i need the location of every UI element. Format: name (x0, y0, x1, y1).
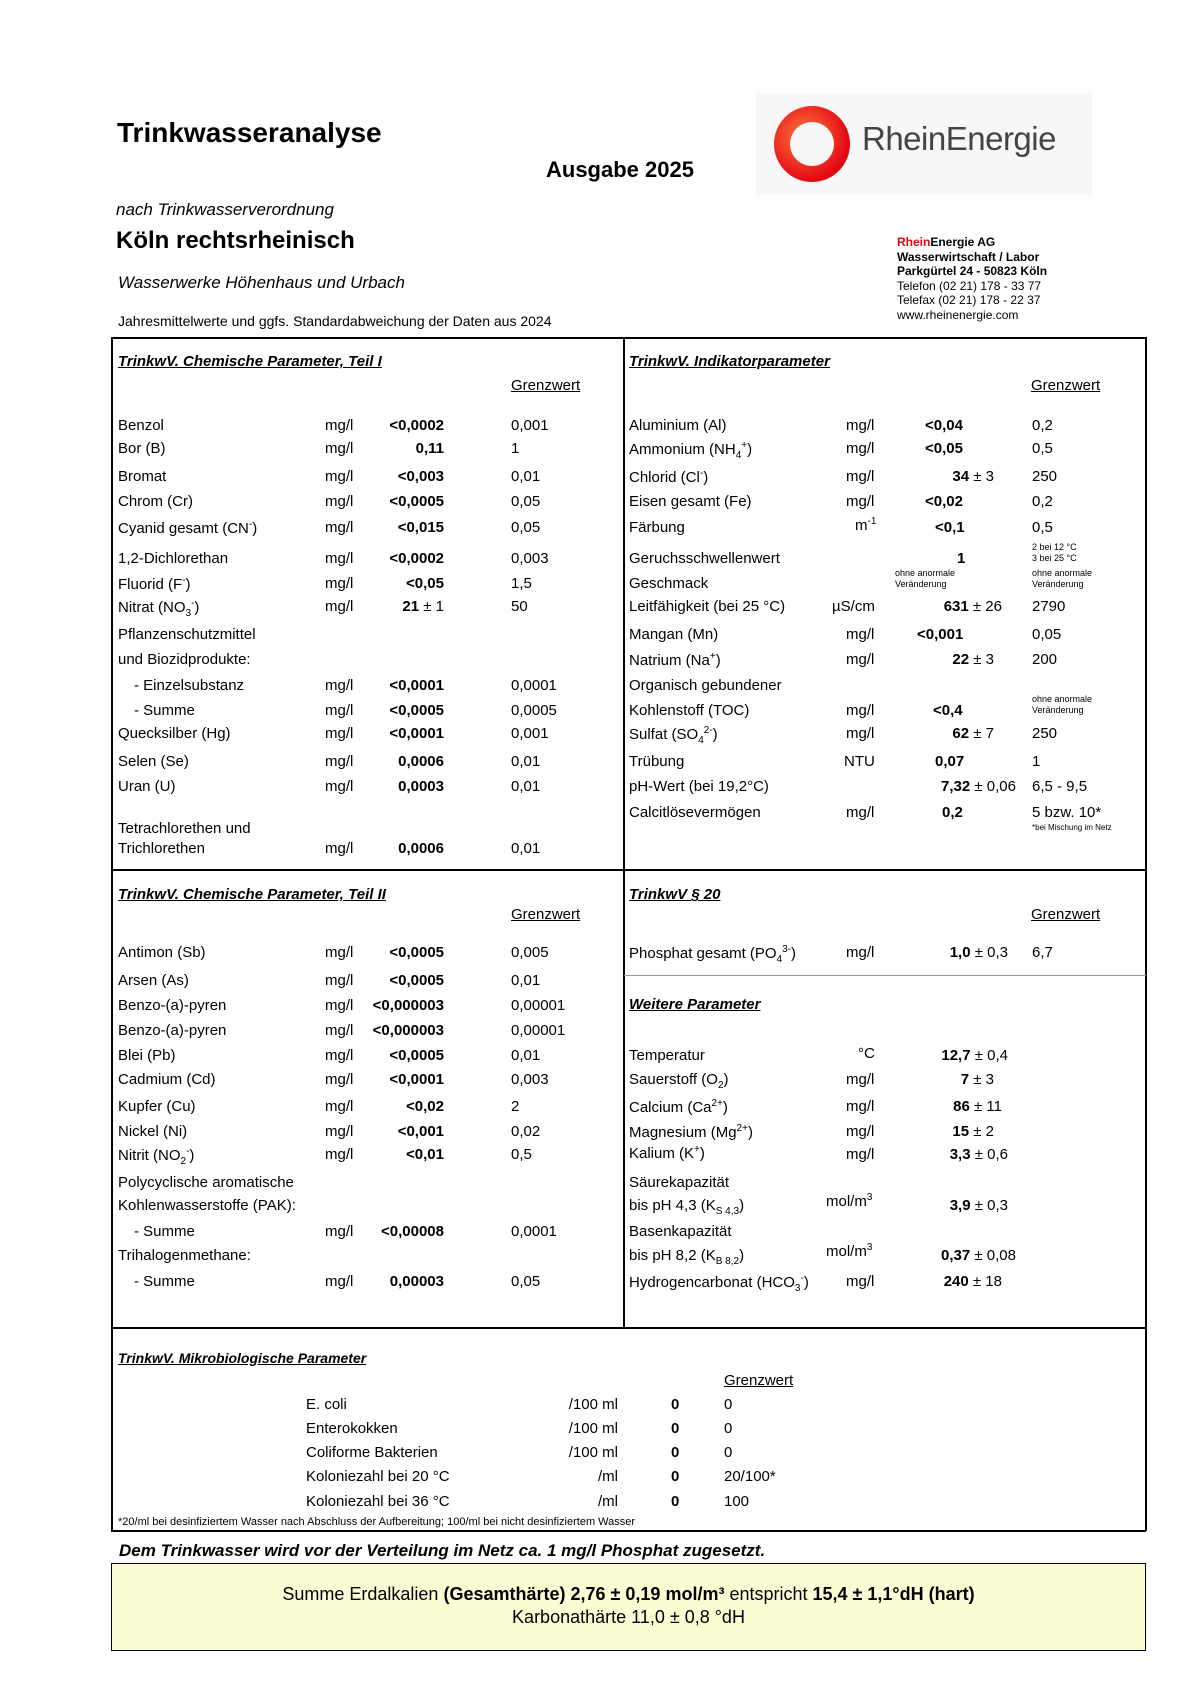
para20-limit: 6,7 (1032, 944, 1053, 961)
chem2-name: Benzo-(a)-pyren (118, 997, 227, 1014)
chem2-value: <0,001 (397, 1123, 444, 1140)
micro-unit: /100 ml (568, 1444, 618, 1461)
micro-name: Koloniezahl bei 36 °C (306, 1493, 450, 1510)
indicator-value: <0,02 (925, 493, 963, 510)
indicator-limit: 250 (1032, 468, 1058, 485)
regulation-label: nach Trinkwasserverordnung (116, 200, 334, 219)
chem2-value: <0,0005 (389, 972, 444, 989)
indicator-limit: 0,05 (1032, 626, 1062, 643)
plants-label: Wasserwerke Höhenhaus und Urbach (118, 273, 405, 292)
chem2-unit: mg/l (325, 997, 354, 1014)
page-title: Trinkwasseranalyse (117, 117, 382, 148)
micro-limit: 0 (724, 1396, 733, 1413)
indicator-unit: mg/l (846, 440, 875, 457)
chem1-value: <0,0002 (389, 550, 444, 567)
chem2-name: Nitrit $(NO_2^-)$ (118, 1146, 195, 1167)
chem1-limit: 50 (511, 598, 528, 615)
frame-h1 (111, 869, 1146, 871)
chem1-name: Uran (U) (118, 778, 176, 795)
chem2-value: <0,01 (406, 1146, 444, 1163)
chem1-name: - Summe (134, 702, 195, 719)
chem1-name: - Einzelsubstanz (134, 677, 245, 694)
further-value: 240 ± 18 (943, 1273, 1002, 1290)
indicator-limit: 1 (1032, 753, 1041, 770)
further-value: 3,3 ± 0,6 (949, 1146, 1008, 1163)
chem1-name: Pflanzenschutzmittel (118, 626, 256, 643)
indicator-name: Trübung (629, 753, 685, 770)
further-name: bis pH 8,2 $(K_{B 8,2})$ (629, 1247, 745, 1267)
hardness-summary-box (111, 1563, 1146, 1651)
chem2-value: <0,000003 (372, 1022, 444, 1039)
chem2-value: 0,00003 (389, 1273, 444, 1290)
micro-limit: 20/100* (724, 1468, 776, 1485)
micro-value: 0 (671, 1420, 680, 1437)
further-name: Säurekapazität (629, 1174, 730, 1191)
chem1-name: Tetrachlorethen und (118, 820, 251, 837)
indicator-limit: 250 (1032, 725, 1058, 742)
chem2-limit: 0,003 (511, 1071, 549, 1088)
chem1-grenzwert-header: Grenzwert (511, 377, 581, 394)
chem1-name: Trichlorethen (118, 840, 205, 857)
chem1-limit: 0,001 (511, 417, 549, 434)
chem2-name: - Summe (134, 1223, 195, 1240)
company-name-red: Rhein (897, 235, 931, 249)
indicator-value: 7,32 ± 0,06 (941, 778, 1016, 795)
chem2-value: <0,02 (406, 1098, 444, 1115)
micro-unit: /ml (598, 1493, 618, 1510)
chem1-value: 0,11 (415, 440, 444, 457)
micro-footnote: *20/ml bei desinfiziertem Wasser nach Abschluss der Aufbereitung; 100/ml bei nicht desinfiziertem Wasser (118, 1516, 636, 1528)
frame-h3 (111, 1327, 1146, 1329)
indicator-value: <0,04 (925, 417, 963, 434)
chem2-name: Cadmium (Cd) (118, 1071, 216, 1088)
indicator-value: 34 ± 3 (952, 468, 994, 485)
chem1-value: 0,0006 (398, 840, 444, 857)
chem2-unit: mg/l (325, 1022, 354, 1039)
micro-limit: 0 (724, 1420, 733, 1437)
indicator-name: Eisen gesamt (Fe) (629, 493, 752, 510)
para20-value: 1,0 ± 0,3 (949, 944, 1008, 961)
chem1-value: <0,05 (406, 575, 444, 592)
indicator-limit: 0,2 (1032, 417, 1053, 434)
chem1-limit: 0,001 (511, 725, 549, 742)
frame-left (111, 337, 113, 1531)
indicator-unit: mg/l (846, 468, 875, 485)
further-unit: mg/l (846, 1098, 875, 1115)
chem2-grenzwert-header: Grenzwert (511, 906, 581, 923)
micro-unit: /ml (598, 1468, 618, 1485)
chem2-limit: 0,01 (511, 972, 541, 989)
chem1-unit: mg/l (325, 440, 354, 457)
chem2-unit: mg/l (325, 972, 354, 989)
chem2-name: Benzo-(a)-pyren (118, 1022, 227, 1039)
chem2-value: <0,0005 (389, 1047, 444, 1064)
further-value: 86 ± 11 (953, 1098, 1002, 1115)
chem1-value: <0,0002 (389, 417, 444, 434)
chem1-value: 0,0003 (398, 778, 444, 795)
frame-bottom (111, 1530, 1146, 1532)
further-name: Magnesium $(Mg^{2+})$ (629, 1123, 753, 1141)
further-title: Weitere Parameter (629, 996, 761, 1013)
chem2-limit: 0,02 (511, 1123, 541, 1140)
chem2-name: Kupfer (Cu) (118, 1098, 196, 1115)
chem1-name: 1,2-Dichlorethan (118, 550, 229, 567)
para20-title: TrinkwV § 20 (629, 886, 721, 903)
chem2-name: - Summe (134, 1273, 195, 1290)
logo (756, 94, 1092, 194)
indicator-value: 22 ± 3 (952, 651, 994, 668)
chem1-limit: 0,01 (511, 778, 541, 795)
micro-value: 0 (671, 1468, 680, 1485)
chem1-limit: 0,003 (511, 550, 549, 567)
edition-label: Ausgabe 2025 (546, 157, 694, 182)
chem2-limit: 0,01 (511, 1047, 541, 1064)
chem1-unit: mg/l (325, 468, 354, 485)
indicator-unit: mg/l (846, 725, 875, 742)
chem2-limit: 2 (511, 1098, 520, 1115)
micro-unit: /100 ml (568, 1396, 618, 1413)
indicator-name: Färbung (629, 519, 685, 536)
hardness-summary-line2: Karbonathärte 11,0 ± 0,8 °dH (512, 1607, 745, 1627)
further-name: Temperatur (629, 1047, 705, 1064)
chem1-unit: mg/l (325, 493, 354, 510)
micro-limit: 0 (724, 1444, 733, 1461)
indicator-limit-small: ohne anormale Veränderung (1032, 694, 1093, 715)
chem2-value: <0,00008 (381, 1223, 444, 1240)
indicator-name: Geschmack (629, 575, 709, 592)
indicator-value: 0,2 (942, 804, 963, 821)
indicator-unit: $m^{-1}$ (855, 516, 877, 534)
chem1-limit: 0,01 (511, 840, 541, 857)
chem1-name: und Biozidprodukte: (118, 651, 251, 668)
indicator-unit: NTU (844, 753, 875, 770)
chem2-unit: mg/l (325, 1047, 354, 1064)
micro-name: Coliforme Bakterien (306, 1444, 438, 1461)
chem1-value: <0,0001 (389, 725, 444, 742)
chem2-name: Polycyclische aromatische (118, 1174, 294, 1191)
company-phone: Telefon (02 21) 178 - 33 77 (897, 278, 1042, 293)
indicator-name: Chlorid (Cl-) (629, 468, 709, 486)
indicator-name: Kohlenstoff (TOC) (629, 702, 750, 719)
chem2-limit: 0,05 (511, 1273, 541, 1290)
indicator-name: Ammonium $(NH_4^+)$ (629, 440, 753, 461)
indicator-grenzwert-header: Grenzwert (1031, 377, 1101, 394)
chem1-limit: 0,05 (511, 493, 541, 510)
chem1-name: Cyanid gesamt (CN-) (118, 519, 258, 537)
chem1-unit: mg/l (325, 550, 354, 567)
chem1-name: Quecksilber (Hg) (118, 725, 231, 742)
chem2-name: Arsen (As) (118, 972, 189, 989)
indicator-limit: 200 (1032, 651, 1058, 668)
indicator-name: pH-Wert (bei 19,2°C) (629, 778, 769, 795)
further-name: Basenkapazität (629, 1223, 732, 1240)
chem1-name: Benzol (118, 417, 164, 434)
company-name: Energie AG (930, 235, 996, 249)
chem1-value: <0,0005 (389, 493, 444, 510)
micro-name: Enterokokken (306, 1420, 398, 1437)
indicator-name: Calcitlösevermögen (629, 804, 761, 821)
chem2-value: <0,0005 (389, 944, 444, 961)
micro-value: 0 (671, 1396, 680, 1413)
micro-name: Koloniezahl bei 20 °C (306, 1468, 450, 1485)
further-unit: mol/$m^3$ (826, 1242, 873, 1260)
indicator-unit: mg/l (846, 493, 875, 510)
chem2-name: Antimon (Sb) (118, 944, 206, 961)
chem2-limit: 0,0001 (511, 1223, 557, 1240)
micro-name: E. coli (306, 1396, 347, 1413)
indicator-value: <0,4 (933, 702, 963, 719)
further-name: Kalium (K+) (629, 1144, 705, 1162)
indicator-value-small: ohne anormale Veränderung (895, 568, 956, 589)
chem2-limit: 0,00001 (511, 1022, 566, 1039)
indicator-value: 631 ± 26 (943, 598, 1002, 615)
further-value: 7 ± 3 (960, 1071, 994, 1088)
indicator-value: 1 (957, 550, 966, 567)
indicator-unit: mg/l (846, 702, 875, 719)
chem1-unit: mg/l (325, 778, 354, 795)
company-address: Parkgürtel 24 - 50823 Köln (897, 264, 1048, 278)
indicator-title: TrinkwV. Indikatorparameter (629, 353, 830, 370)
chem1-limit: 1 (511, 440, 520, 457)
chem1-name: Chrom (Cr) (118, 493, 193, 510)
further-unit: °C (858, 1045, 875, 1062)
company-fax: Telefax (02 21) 178 - 22 37 (897, 293, 1041, 307)
further-unit: mg/l (846, 1273, 875, 1290)
indicator-limit-small: 2 bei 12 °C 3 bei 25 °C (1032, 542, 1077, 563)
chem1-unit: mg/l (325, 417, 354, 434)
further-unit: mg/l (846, 1146, 875, 1163)
chem1-unit: mg/l (325, 575, 354, 592)
indicator-unit: mg/l (846, 626, 875, 643)
indicator-name: Mangan (Mn) (629, 626, 719, 643)
chem2-limit: 0,005 (511, 944, 549, 961)
chem1-unit: mg/l (325, 840, 354, 857)
frame-mid (623, 337, 625, 1328)
chem1-name: Fluorid (F-) (118, 575, 191, 593)
chem2-name: Nickel (Ni) (118, 1123, 188, 1140)
chem1-value: 21 ± 1 (402, 598, 444, 615)
indicator-limit: 0,5 (1032, 440, 1053, 457)
company-block (897, 235, 1047, 322)
chem2-unit: mg/l (325, 1223, 354, 1240)
chem1-unit: mg/l (325, 725, 354, 742)
indicator-limit-small: ohne anormale Veränderung (1032, 568, 1093, 589)
chem1-limit: 0,0005 (511, 702, 557, 719)
indicator-limit: 0,2 (1032, 493, 1053, 510)
para20-grenzwert-header: Grenzwert (1031, 906, 1101, 923)
chem2-unit: mg/l (325, 1146, 354, 1163)
chem1-name: Nitrat $(NO_3^-)$ (118, 598, 200, 619)
chem2-name: Kohlenwasserstoffe (PAK): (118, 1197, 296, 1214)
indicator-limit: 0,5 (1032, 519, 1053, 536)
further-value: 15 ± 2 (952, 1123, 994, 1140)
chem2-title: TrinkwV. Chemische Parameter, Teil II (118, 886, 386, 903)
data-note: Jahresmittelwerte und ggfs. Standardabweichung der Daten aus 2024 (118, 313, 552, 329)
indicator-limit: 6,5 - 9,5 (1032, 778, 1088, 795)
chem1-value: <0,0005 (389, 702, 444, 719)
company-dept: Wasserwirtschaft / Labor (897, 249, 1040, 264)
indicator-unit: µS/cm (832, 598, 875, 615)
chem1-value: <0,015 (397, 519, 444, 536)
micro-grenzwert-header: Grenzwert (724, 1372, 794, 1389)
further-name: Hydrogencarbonat $(HCO_3^-)$ (629, 1273, 809, 1294)
chem2-unit: mg/l (325, 1071, 354, 1088)
indicator-name: Sulfat $(SO_4^{2-})$ (629, 725, 718, 746)
frame-h2 (624, 975, 1146, 976)
indicator-name: Geruchsschwellenwert (629, 550, 780, 567)
chem2-limit: 0,5 (511, 1146, 532, 1163)
further-name: bis pH 4,3 $(K_{S 4,3})$ (629, 1197, 745, 1217)
hardness-summary-line1: Summe Erdalkalien (Gesamthärte) 2,76 ± 0,19 mol/m³ entspricht 15,4 ± 1,1°dH (hart) (282, 1584, 975, 1604)
chem2-unit: mg/l (325, 1273, 354, 1290)
further-name: Sauerstoff $(O_2)$ (629, 1071, 729, 1091)
chem1-limit: 0,0001 (511, 677, 557, 694)
indicator-name: Natrium (Na+) (629, 651, 721, 669)
chem1-name: Bromat (118, 468, 167, 485)
indicator-value: <0,001 (917, 626, 964, 643)
indicator-name: Aluminium (Al) (629, 417, 727, 434)
chem1-value: 0,0006 (398, 753, 444, 770)
further-name: Calcium $(Ca^{2+})$ (629, 1098, 728, 1116)
logo-text: RheinEnergie (862, 120, 1056, 157)
chem1-value: <0,0001 (389, 677, 444, 694)
micro-limit: 100 (724, 1493, 750, 1510)
indicator-value: <0,05 (925, 440, 963, 457)
frame-top (111, 337, 1146, 339)
indicator-unit: mg/l (846, 804, 875, 821)
chem1-name: Bor (B) (118, 440, 166, 457)
indicator-limit: 5 bzw. 10* (1032, 804, 1102, 821)
further-unit: mg/l (846, 1071, 875, 1088)
phosphate-note: Dem Trinkwasser wird vor der Verteilung im Netz ca. 1 mg/l Phosphat zugesetzt. (119, 1541, 766, 1560)
indicator-value: 0,07 (935, 753, 965, 770)
para20-name: Phosphat gesamt $(PO_4^{3-})$ (629, 944, 797, 965)
chem1-limit: 0,01 (511, 468, 541, 485)
further-unit: mol/$m^3$ (826, 1192, 873, 1210)
chem1-value: <0,003 (397, 468, 444, 485)
region-title: Köln rechtsrheinisch (116, 227, 355, 254)
micro-value: 0 (671, 1444, 680, 1461)
indicator-value: <0,1 (935, 519, 965, 536)
chem1-unit: mg/l (325, 598, 354, 615)
chem1-unit: mg/l (325, 753, 354, 770)
chem2-unit: mg/l (325, 1098, 354, 1115)
micro-title: TrinkwV. Mikrobiologische Parameter (118, 1350, 367, 1366)
indicator-limit-note: *bei Mischung im Netz (1032, 823, 1112, 832)
indicator-limit: 2790 (1032, 598, 1066, 615)
further-value: 12,7 ± 0,4 (941, 1047, 1008, 1064)
further-unit: mg/l (846, 1123, 875, 1140)
chem2-limit: 0,00001 (511, 997, 566, 1014)
chem1-unit: mg/l (325, 702, 354, 719)
indicator-unit: mg/l (846, 651, 875, 668)
chem2-value: <0,0001 (389, 1071, 444, 1088)
chem2-name: Trihalogenmethane: (118, 1247, 251, 1264)
micro-unit: /100 ml (568, 1420, 618, 1437)
frame-right (1145, 337, 1147, 1531)
company-web[interactable]: www.rheinenergie.com (897, 307, 1019, 322)
further-value: 0,37 ± 0,08 (941, 1247, 1016, 1264)
chem1-name: Selen (Se) (118, 753, 189, 770)
chem1-unit: mg/l (325, 677, 354, 694)
further-value: 3,9 ± 0,3 (949, 1197, 1008, 1214)
chem2-unit: mg/l (325, 1123, 354, 1140)
chem1-title: TrinkwV. Chemische Parameter, Teil I (118, 353, 382, 370)
para20-unit: mg/l (846, 944, 875, 961)
micro-value: 0 (671, 1493, 680, 1510)
chem2-unit: mg/l (325, 944, 354, 961)
chem2-name: Blei (Pb) (118, 1047, 176, 1064)
indicator-value: 62 ± 7 (952, 725, 994, 742)
indicator-name: Leitfähigkeit (bei 25 °C) (629, 598, 786, 615)
indicator-unit: mg/l (846, 417, 875, 434)
chem1-limit: 0,01 (511, 753, 541, 770)
chem1-limit: 0,05 (511, 519, 541, 536)
chem1-limit: 1,5 (511, 575, 532, 592)
chem2-value: <0,000003 (372, 997, 444, 1014)
indicator-name: Organisch gebundener (629, 677, 782, 694)
chem1-unit: mg/l (325, 519, 354, 536)
